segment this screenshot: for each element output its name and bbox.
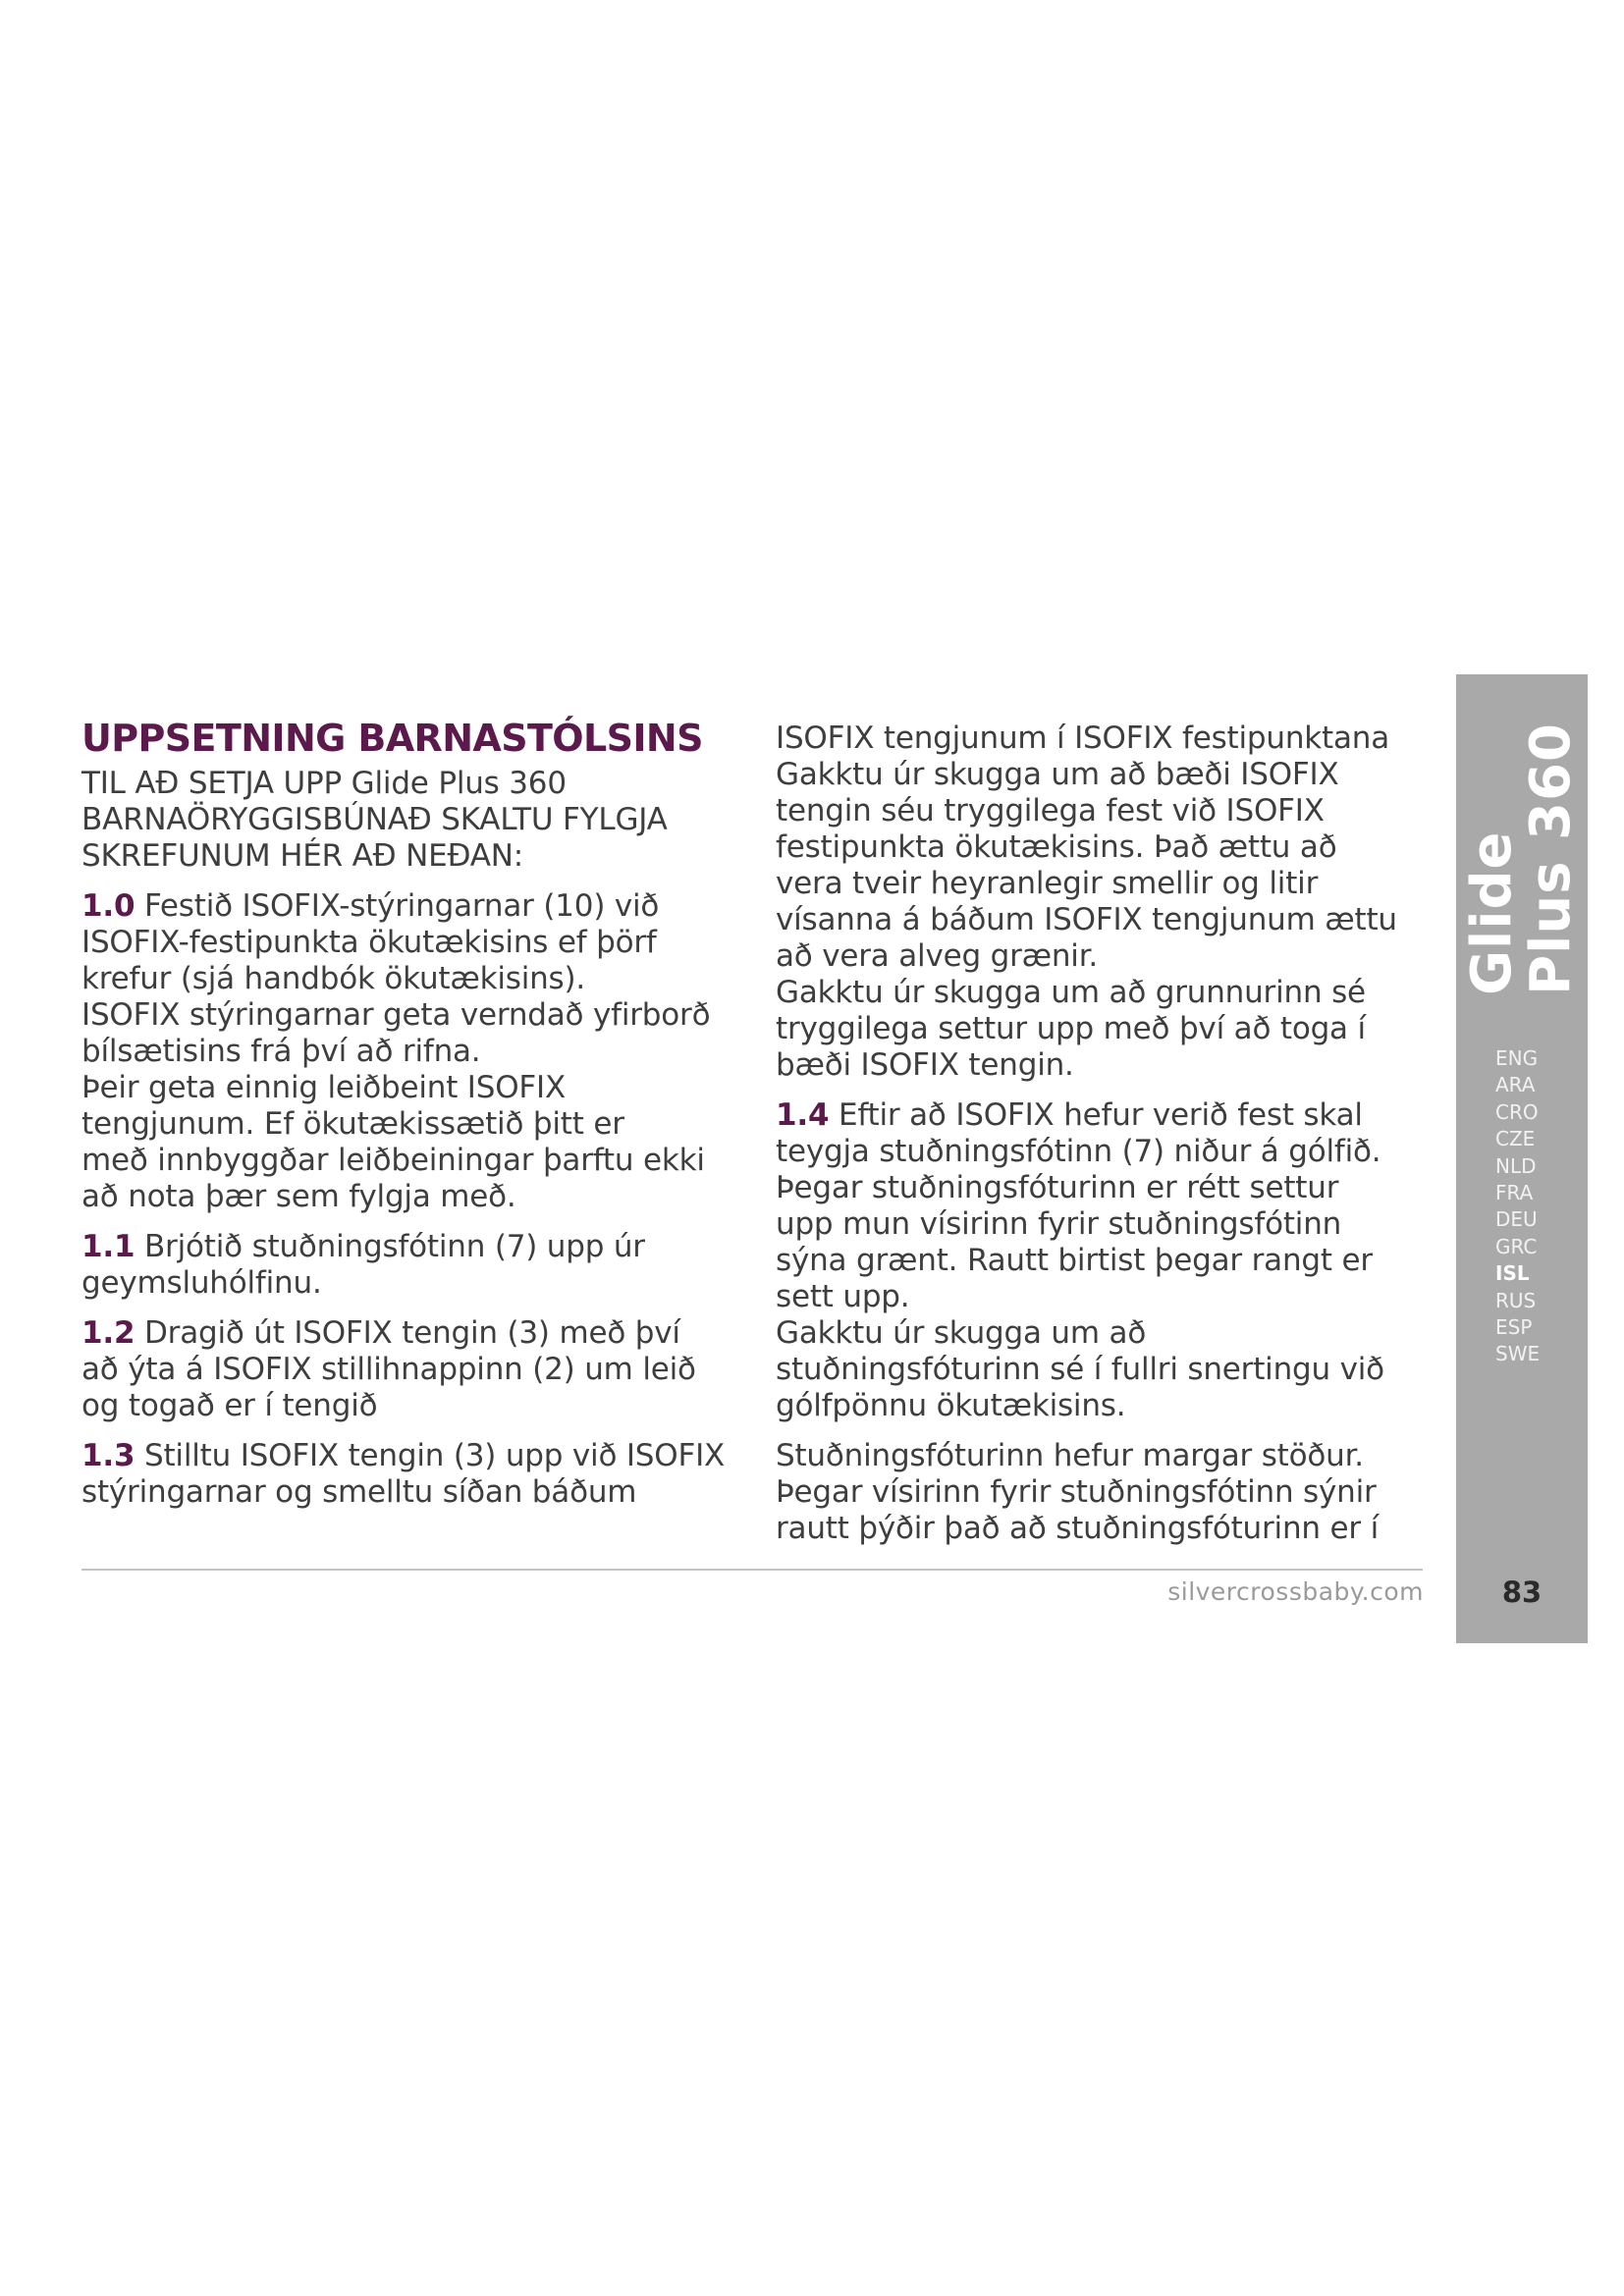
footer-website: silvercrossbaby.com (1167, 1577, 1424, 1606)
paragraph-line: að vera alveg grænir. (776, 938, 1099, 974)
step-line: stuðningsfóturinn sé í fullri snertingu við (776, 1352, 1384, 1387)
right-column (776, 715, 1424, 1561)
language-item: NLD (1495, 1153, 1537, 1178)
step-line: að nota þær sem fylgja með. (81, 1179, 516, 1214)
paragraph-line: vera tveir heyranlegir smellir og litir (776, 866, 1319, 901)
product-title-line-2: Plus 360 (1519, 722, 1583, 995)
step-number: 1.3 (81, 1438, 135, 1473)
step-line: Gakktu úr skugga um að (776, 1315, 1147, 1351)
step-line: upp mun vísirinn fyrir stuðningsfótinn (776, 1206, 1342, 1242)
step-line: stýringarnar og smelltu síðan báðum (81, 1474, 637, 1510)
side-tab (1456, 674, 1588, 1643)
language-item: ENG (1495, 1046, 1539, 1070)
step-line: Þegar stuðningsfóturinn er rétt settur (776, 1170, 1339, 1205)
step-line: ISOFIX stýringarnar geta verndað yfirborð (81, 997, 711, 1033)
paragraph-line: Stuðningsfóturinn hefur margar stöður. (776, 1438, 1364, 1473)
support-leg-positions-paragraph (776, 1438, 1424, 1547)
step-line: gólfpönnu ökutækisins. (776, 1388, 1126, 1423)
step-line: tengjunum. Ef ökutækissætið þitt er (81, 1106, 624, 1142)
step-text: Dragið út ISOFIX tengin (3) með því (143, 1315, 680, 1351)
step-line: geymsluhólfinu. (81, 1265, 322, 1301)
language-item: CRO (1495, 1099, 1539, 1124)
language-item: SWE (1495, 1342, 1541, 1366)
step-text: Brjótið stuðningsfótinn (7) upp úr (143, 1229, 645, 1264)
paragraph-line: tengin séu tryggilega fest við ISOFIX (776, 793, 1325, 828)
step-1-3 (81, 1438, 730, 1511)
paragraph-line: ISOFIX tengjunum í ISOFIX festipunktana (776, 721, 1390, 756)
step-1-4 (776, 1097, 1424, 1424)
language-item: FRA (1495, 1181, 1534, 1205)
step-line: að ýta á ISOFIX stillihnappinn (2) um leið (81, 1352, 696, 1387)
product-title (1456, 674, 1588, 998)
language-item: GRC (1495, 1234, 1538, 1258)
paragraph-line: bæði ISOFIX tengin. (776, 1047, 1074, 1083)
paragraph-line: Þegar vísirinn fyrir stuðningsfótinn sýnir (776, 1474, 1377, 1510)
step-line: og togað er í tengið (81, 1388, 378, 1423)
paragraph-line: festipunkta ökutækisins. Það ættu að (776, 829, 1337, 865)
step-line: krefur (sjá handbók ökutækisins). (81, 961, 586, 996)
step-number: 1.1 (81, 1229, 135, 1264)
paragraph-line: Gakktu úr skugga um að bæði ISOFIX (776, 757, 1339, 792)
step-text: Stilltu ISOFIX tengin (3) upp við ISOFIX (143, 1438, 726, 1473)
step-line: bílsætisins frá því að rifna. (81, 1034, 481, 1069)
step-line (81, 1315, 730, 1352)
step-line: ISOFIX-festipunkta ökutækisins ef þörf (81, 925, 657, 960)
step-line: teygja stuðningsfótinn (7) niður á gólfið. (776, 1134, 1381, 1169)
intro-line: BARNAÖRYGGISBÚNAÐ SKALTU FYLGJA (81, 802, 668, 837)
isofix-continuation-paragraph (776, 721, 1424, 1084)
paragraph-line: vísanna á báðum ISOFIX tengjunum ættu (776, 902, 1397, 937)
left-column (81, 715, 730, 1524)
language-item: ARA (1495, 1073, 1536, 1097)
intro-line: TIL AÐ SETJA UPP Glide Plus 360 (81, 766, 567, 801)
step-line (81, 1438, 730, 1474)
section-heading: UPPSETNING BARNASTÓLSINS (81, 717, 703, 760)
step-line: Þeir geta einnig leiðbeint ISOFIX (81, 1070, 567, 1105)
step-number: 1.4 (776, 1097, 830, 1133)
step-1-0 (81, 888, 730, 1215)
step-1-2 (81, 1315, 730, 1424)
step-line: sett upp. (776, 1279, 910, 1314)
language-item: ESP (1495, 1315, 1533, 1340)
step-number: 1.2 (81, 1315, 135, 1351)
language-index (1495, 1045, 1540, 1368)
step-line (81, 888, 730, 925)
step-line (81, 1229, 730, 1265)
product-title-line-1: Glide (1460, 830, 1524, 995)
page-number: 83 (1501, 1575, 1543, 1609)
step-text: Eftir að ISOFIX hefur verið fest skal (838, 1097, 1363, 1133)
step-number: 1.0 (81, 888, 135, 924)
step-line: sýna grænt. Rautt birtist þegar rangt er (776, 1243, 1373, 1278)
step-line: með innbyggðar leiðbeiningar þarftu ekki (81, 1143, 705, 1178)
step-1-1 (81, 1229, 730, 1302)
intro-line: SKREFUNUM HÉR AÐ NEÐAN: (81, 838, 524, 874)
product-title-rotated (1460, 722, 1583, 995)
language-item: CZE (1495, 1127, 1536, 1151)
step-text: Festið ISOFIX-stýringarnar (10) við (143, 888, 660, 924)
paragraph-line: Gakktu úr skugga um að grunnurinn sé (776, 975, 1366, 1010)
language-item: DEU (1495, 1207, 1538, 1232)
intro-text (81, 766, 730, 875)
language-item: ISL (1495, 1261, 1530, 1286)
paragraph-line: rautt þýðir það að stuðningsfóturinn er í (776, 1511, 1379, 1546)
paragraph-line: tryggilega settur upp með því að toga í (776, 1011, 1366, 1046)
footer-divider (81, 1569, 1423, 1571)
step-line (776, 1097, 1424, 1134)
language-item: RUS (1495, 1288, 1537, 1312)
